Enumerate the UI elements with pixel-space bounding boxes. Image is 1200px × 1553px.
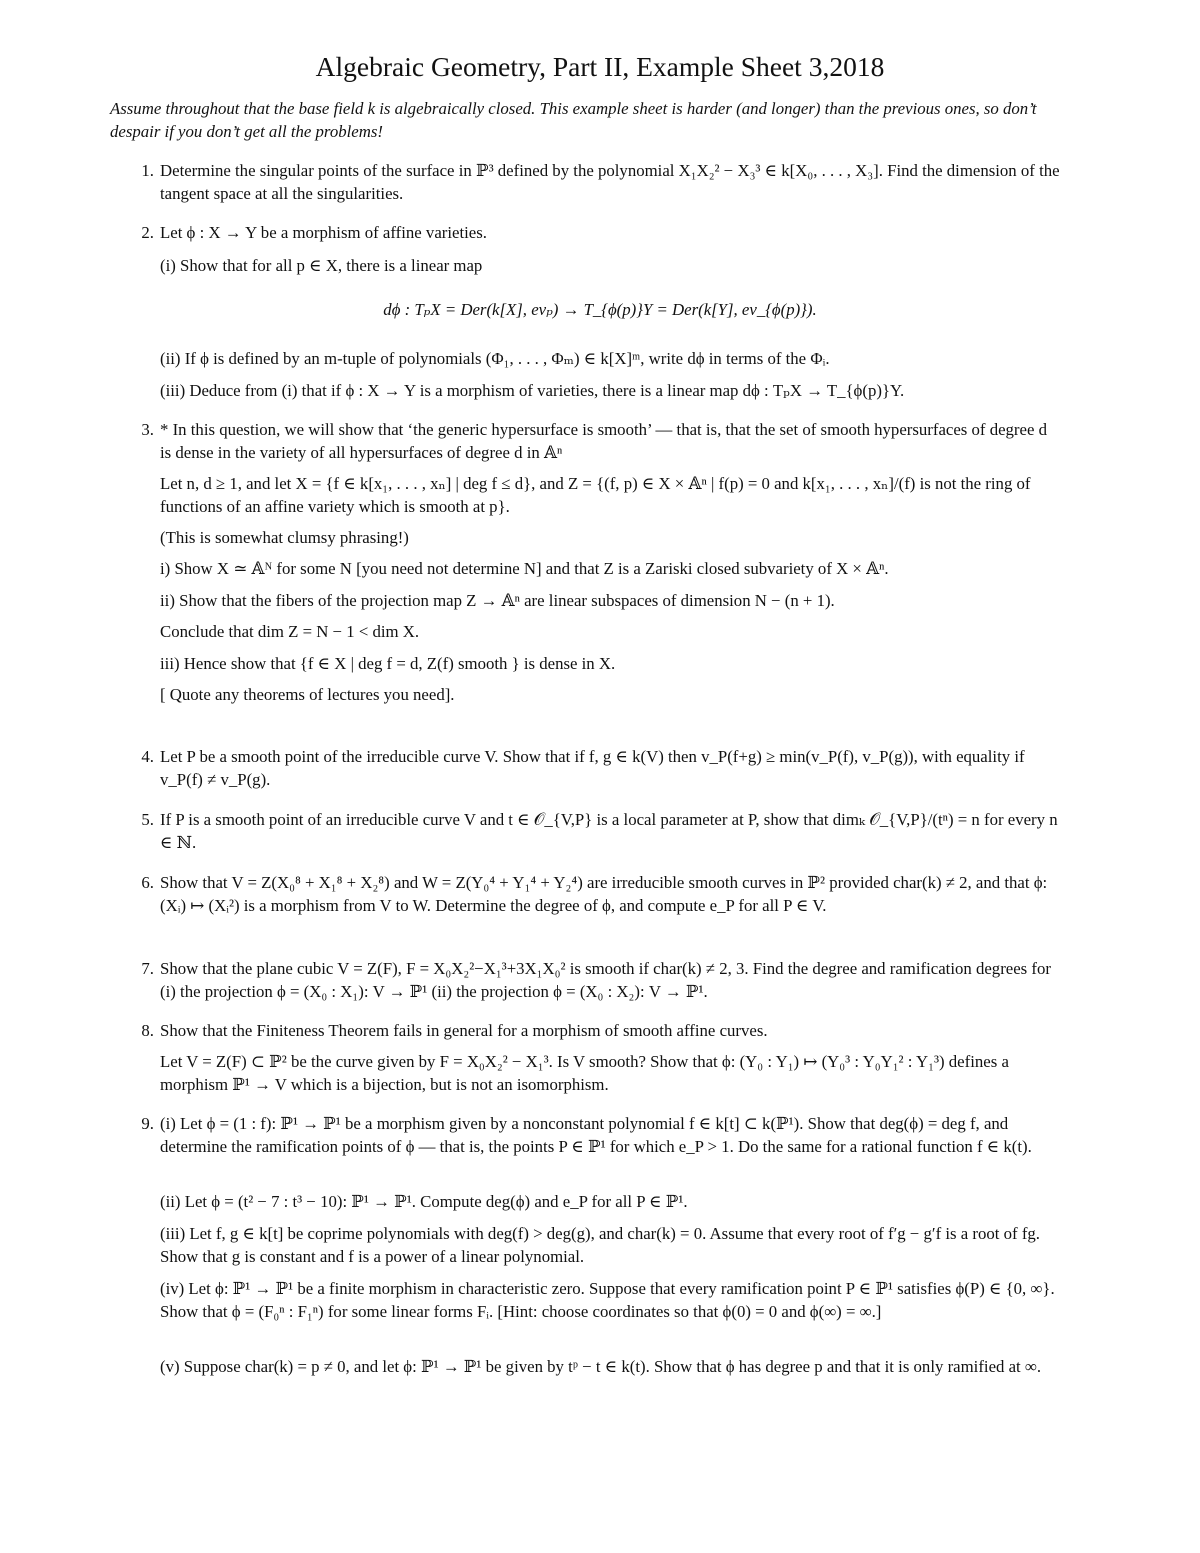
question-number: 1. — [141, 161, 154, 180]
question-text: Show that the plane cubic V = Z(F), F = X₀X₂²−X₁³+3X₁X₀² is smooth if char(k) ≠ 2, 3. Find the degree and ramification degrees for (i) the projection ϕ = (X₀ : X₁): V → ℙ¹ (ii) the projection ϕ = (X₀ : X₂): V → ℙ¹. — [160, 959, 1051, 1001]
question-3-quote: [ Quote any theorems of lectures you need]. — [160, 685, 455, 704]
question-text: Show that V = Z(X₀⁸ + X₁⁸ + X₂⁸) and W = Z(Y₀⁴ + Y₁⁴ + Y₂⁴) are irreducible smooth curves in ℙ² provided char(k) ≠ 2, and that ϕ: (Xᵢ) ↦ (Xᵢ²) is a morphism from V to W. Determine the degree of ϕ, and compute e_P for all P ∈ V. — [160, 873, 1048, 915]
question-9 — [128, 1113, 1060, 1158]
question-3-part-i: i) Show X ≃ 𝔸ᴺ for some N [you need not determine N] and that Z is a Zariski closed subvariety of X × 𝔸ⁿ. — [160, 559, 889, 578]
question-5 — [128, 809, 1060, 854]
question-number: 7. — [141, 959, 154, 978]
question-3-part-ii: ii) Show that the fibers of the projection map Z → 𝔸ⁿ are linear subspaces of dimension N − (n + 1). — [160, 591, 835, 610]
question-3-conclude: Conclude that dim Z = N − 1 < dim X. — [160, 622, 420, 641]
question-text: * In this question, we will show that ‘the generic hypersurface is smooth’ — that is, that the set of smooth hypersurfaces of degree d is dense in the variety of all hypersurfaces of degree d in 𝔸ⁿ — [160, 420, 1048, 462]
question-number: 9. — [141, 1114, 154, 1133]
question-text: Let ϕ : X → Y be a morphism of affine varieties. — [160, 223, 487, 242]
question-text: Determine the singular points of the surface in ℙ³ defined by the polynomial X₁X₂² − X₃³ ∈ k[X₀, . . . , X₃]. Find the dimension of the tangent space at all the singularities. — [160, 161, 1060, 203]
question-text: If P is a smooth point of an irreducible curve V and t ∈ 𝒪_{V,P} is a local parameter at P, show that dimₖ 𝒪_{V,P}/(tⁿ) = n for every n ∈ ℕ. — [160, 810, 1058, 852]
question-1 — [128, 160, 1060, 205]
question-number: 3. — [141, 420, 154, 439]
question-8 — [128, 1020, 1060, 1043]
question-2-part-i: (i) Show that for all p ∈ X, there is a linear map — [160, 256, 483, 275]
question-text: Let P be a smooth point of the irreducible curve V. Show that if f, g ∈ k(V) then v_P(f+g) ≥ min(v_P(f), v_P(g)), with equality if v_P(f) ≠ v_P(g). — [160, 747, 1025, 789]
question-4 — [128, 746, 1060, 791]
intro-paragraph: Assume throughout that the base field k is algebraically closed. This example sheet is harder (and longer) than the previous ones, so don’t despair if you don’t get all the problems! — [110, 99, 1037, 141]
question-2-part-iii: (iii) Deduce from (i) that if ϕ : X → Y is a morphism of varieties, there is a linear map dϕ : TₚX → T_{ϕ(p)}Y. — [160, 381, 905, 400]
display-equation: dϕ : TₚX = Der(k[X], evₚ) → T_{ϕ(p)}Y = Der(k[Y], ev_{ϕ(p)}). — [383, 300, 817, 319]
question-9-part-iii: (iii) Let f, g ∈ k[t] be coprime polynomials with deg(f) > deg(g), and char(k) = 0. Assume that every root of f′g − g′f is a root of fg. Show that g is constant and f is a power of a linear polynomial. — [160, 1224, 1040, 1266]
question-number: 2. — [141, 223, 154, 242]
question-number: 5. — [141, 810, 154, 829]
page-title: Algebraic Geometry, Part II, Example Sheet 3,2018 — [315, 51, 885, 82]
question-9-part-iv: (iv) Let ϕ: ℙ¹ → ℙ¹ be a finite morphism in characteristic zero. Suppose that every ramification point P ∈ ℙ¹ satisfies ϕ(P) ∈ {0, ∞}. Show that ϕ = (F₀ⁿ : F₁ⁿ) for some linear forms Fᵢ. [Hint: choose coordinates so that ϕ(0) = 0 and ϕ(∞) = ∞.] — [160, 1279, 1055, 1321]
question-8-detail: Let V = Z(F) ⊂ ℙ² be the curve given by F = X₀X₂² − X₁³. Is V smooth? Show that ϕ: (Y₀ : Y₁) ↦ (Y₀³ : Y₀Y₁² : Y₁³) defines a morphism ℙ¹ → V which is a bijection, but is not an isomorphism. — [160, 1052, 1009, 1094]
question-9-part-i: (i) Let ϕ = (1 : f): ℙ¹ → ℙ¹ be a morphism given by a nonconstant polynomial f ∈ k[t] ⊂ k(ℙ¹). Show that deg(ϕ) = deg f, and determine the ramification points of ϕ — that is, the points P ∈ ℙ¹ for which e_P > 1. Do the same for a rational function f ∈ k(t). — [160, 1114, 1032, 1156]
question-2-part-ii: (ii) If ϕ is defined by an m-tuple of polynomials (Φ₁, . . . , Φₘ) ∈ k[X]ᵐ, write dϕ in terms of the Φᵢ. — [160, 349, 830, 368]
question-6 — [128, 872, 1060, 917]
question-3-setup: Let n, d ≥ 1, and let X = {f ∈ k[x₁, . . . , xₙ] | deg f ≤ d}, and Z = {(f, p) ∈ X × 𝔸ⁿ | f(p) = 0 and k[x₁, . . . , xₙ]/(f) is not the ring of functions of an affine variety which is smooth at p}. — [160, 474, 1031, 516]
question-number: 4. — [141, 747, 154, 766]
question-7 — [128, 958, 1060, 1003]
question-3 — [128, 419, 1060, 464]
question-9-part-v: (v) Suppose char(k) = p ≠ 0, and let ϕ: ℙ¹ → ℙ¹ be given by tᵖ − t ∈ k(t). Show that ϕ has degree p and that it is only ramified at ∞. — [160, 1357, 1042, 1376]
question-number: 6. — [141, 873, 154, 892]
question-3-part-iii: iii) Hence show that {f ∈ X | deg f = d, Z(f) smooth } is dense in X. — [160, 654, 616, 673]
question-number: 8. — [141, 1021, 154, 1040]
question-text: Show that the Finiteness Theorem fails in general for a morphism of smooth affine curves. — [160, 1021, 768, 1040]
question-2 — [128, 222, 1060, 245]
question-3-note: (This is somewhat clumsy phrasing!) — [160, 528, 409, 547]
question-9-part-ii: (ii) Let ϕ = (t² − 7 : t³ − 10): ℙ¹ → ℙ¹. Compute deg(ϕ) and e_P for all P ∈ ℙ¹. — [160, 1192, 688, 1211]
